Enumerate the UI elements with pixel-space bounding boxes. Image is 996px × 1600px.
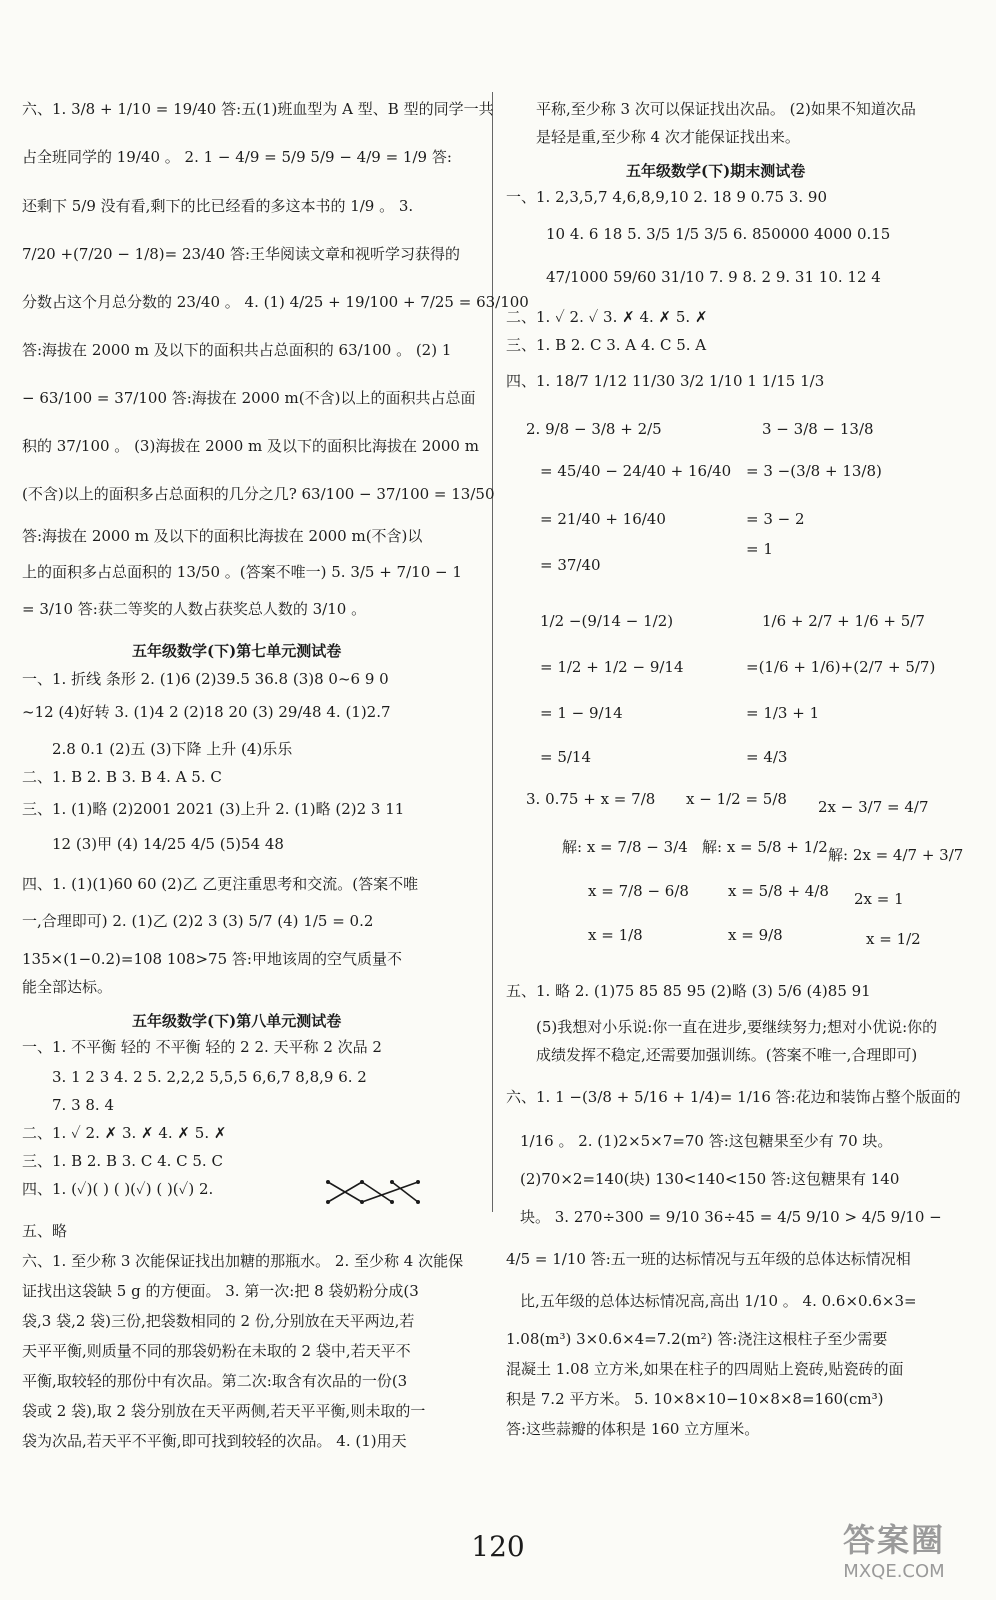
- text-line: 分数占这个月总分数的 23/40 。 4. (1) 4/25 + 19/100 + 7/25 = 63/100: [22, 293, 529, 311]
- calc-step: = 1/2 + 1/2 − 9/14: [540, 658, 684, 676]
- calc-step: = 1: [746, 540, 773, 558]
- watermark-site: MXQE.COM: [843, 1561, 945, 1582]
- text-line: 1/16 。 2. (1)2×5×7=70 答:这包糖果至少有 70 块。: [520, 1132, 893, 1150]
- text-line: 袋,3 袋,2 袋)三份,把袋数相同的 2 份,分别放在天平两边,若: [22, 1312, 415, 1330]
- text-line: 三、1. B 2. B 3. C 4. C 5. C: [22, 1152, 223, 1170]
- calc-step: = 37/40: [540, 556, 601, 574]
- text-line: 4/5 = 1/10 答:五一班的达标情况与五年级的总体达标情况相: [506, 1250, 911, 1268]
- calc-step: = 4/3: [746, 748, 788, 766]
- calc-step: =(1/6 + 1/6)+(2/7 + 5/7): [746, 658, 936, 676]
- calc-step: = 21/40 + 16/40: [540, 510, 666, 528]
- text-line: 三、1. (1)略 (2)2001 2021 (3)上升 2. (1)略 (2)2 3 11: [22, 800, 405, 818]
- text-line: 三、1. B 2. C 3. A 4. C 5. A: [506, 336, 707, 354]
- text-line: 一、1. 折线 条形 2. (1)6 (2)39.5 36.8 (3)8 0~6 9 0: [22, 670, 389, 688]
- equation-step: 2x − 3/7 = 4/7: [818, 798, 929, 816]
- text-line: 答:海拔在 2000 m 及以下的面积共占总面积的 63/100 。 (2) 1: [22, 341, 452, 359]
- text-line: 一、1. 不平衡 轻的 不平衡 轻的 2 2. 天平称 2 次品 2: [22, 1038, 382, 1056]
- text-line: (5)我想对小乐说:你一直在进步,要继续努力;想对小优说:你的: [536, 1018, 938, 1036]
- calc-step: = 5/14: [540, 748, 592, 766]
- text-line: 六、1. 1 −(3/8 + 5/16 + 1/4)= 1/16 答:花边和装饰占整个版面的: [506, 1088, 961, 1106]
- text-line: 能全部达标。: [22, 978, 113, 996]
- text-line: 成绩发挥不稳定,还需要加强训练。(答案不唯一,合理即可): [536, 1046, 918, 1064]
- text-line: 是轻是重,至少称 4 次才能保证找出来。: [536, 128, 800, 146]
- text-line: 四、1. (1)(1)60 60 (2)乙 乙更注重思考和交流。(答案不唯: [22, 875, 419, 893]
- unit7-heading: 五年级数学(下)第七单元测试卷: [132, 642, 342, 660]
- text-line: − 63/100 = 37/100 答:海拔在 2000 m(不含)以上的面积共占总面: [22, 389, 476, 407]
- text-line: 袋为次品,若天平不平衡,即可找到较轻的次品。 4. (1)用天: [22, 1432, 407, 1450]
- text-line: 二、1. B 2. B 3. B 4. A 5. C: [22, 768, 222, 786]
- text-line: 3. 1 2 3 4. 2 5. 2,2,2 5,5,5 6,6,7 8,8,9 6. 2: [52, 1068, 367, 1086]
- text-line: 还剩下 5/9 没有看,剩下的比已经看的多这本书的 1/9 。 3.: [22, 197, 414, 215]
- text-line: 47/1000 59/60 31/10 7. 9 8. 2 9. 31 10. 12 4: [546, 268, 881, 286]
- matching-lines-diagram: [322, 1178, 422, 1206]
- text-line: 混凝土 1.08 立方米,如果在柱子的四周贴上瓷砖,贴瓷砖的面: [506, 1360, 904, 1378]
- calc-step: 1/6 + 2/7 + 1/6 + 5/7: [762, 612, 925, 630]
- unit8-heading: 五年级数学(下)第八单元测试卷: [132, 1012, 342, 1030]
- equation-step: 解: 2x = 4/7 + 3/7: [828, 846, 964, 864]
- page-number: 120: [471, 1530, 525, 1563]
- text-line: 袋或 2 袋),取 2 袋分别放在天平两侧,若天平平衡,则未取的一: [22, 1402, 426, 1420]
- text-line: 六、1. 3/8 + 1/10 = 19/40 答:五(1)班血型为 A 型、B 型的同学一共: [22, 100, 494, 118]
- calc-step: = 1 − 9/14: [540, 704, 623, 722]
- equation-step: x = 5/8 + 4/8: [728, 882, 829, 900]
- text-line: 10 4. 6 18 5. 3/5 1/5 3/5 6. 850000 4000 0.15: [546, 225, 891, 243]
- text-line: 四、1. (✓)( ) ( )(✓) ( )(✓) 2.: [22, 1180, 214, 1198]
- text-line: 五、略: [22, 1222, 68, 1240]
- text-line: (2)70×2=140(块) 130<140<150 答:这包糖果有 140: [520, 1170, 900, 1188]
- text-line: 12 (3)甲 (4) 14/25 4/5 (5)54 48: [52, 835, 284, 853]
- text-line: 四、1. 18/7 1/12 11/30 3/2 1/10 1 1/15 1/3: [506, 372, 825, 390]
- equation-step: x = 1/2: [866, 930, 921, 948]
- text-line: 块。 3. 270÷300 = 9/10 36÷45 = 4/5 9/10 > 4/5 9/10 −: [520, 1208, 942, 1226]
- watermark-logo: 答案圈: [842, 1521, 945, 1559]
- text-line: 天平平衡,则质量不同的那袋奶粉在未取的 2 袋中,若天平不: [22, 1342, 411, 1360]
- equation-step: x = 7/8 − 6/8: [588, 882, 689, 900]
- text-line: 证找出这袋缺 5 g 的方便面。 3. 第一次:把 8 袋奶粉分成(3: [22, 1282, 419, 1300]
- text-line: 积是 7.2 平方米。 5. 10×8×10−10×8×8=160(cm³): [506, 1390, 884, 1408]
- text-line: = 3/10 答:获二等奖的人数占获奖总人数的 3/10 。: [22, 600, 367, 618]
- calc-step: = 3 −(3/8 + 13/8): [746, 462, 882, 480]
- text-line: 一、1. 2,3,5,7 4,6,8,9,10 2. 18 9 0.75 3. 90: [506, 188, 828, 206]
- calc-step: = 3 − 2: [746, 510, 805, 528]
- calc-step: = 1/3 + 1: [746, 704, 820, 722]
- calc-step: 2. 9/8 − 3/8 + 2/5: [526, 420, 662, 438]
- watermark: [814, 1515, 974, 1582]
- equation-step: x = 1/8: [588, 926, 643, 944]
- equation-step: 解: x = 7/8 − 3/4: [562, 838, 688, 856]
- text-line: 7. 3 8. 4: [52, 1096, 115, 1114]
- equation-step: x = 9/8: [728, 926, 783, 944]
- equation-step: 2x = 1: [854, 890, 904, 908]
- column-divider: [492, 92, 493, 1212]
- equation-step: 解: x = 5/8 + 1/2: [702, 838, 828, 856]
- text-line: 答:海拔在 2000 m 及以下的面积比海拔在 2000 m(不含)以: [22, 527, 423, 545]
- final-exam-heading: 五年级数学(下)期末测试卷: [626, 162, 806, 180]
- text-line: 二、1. ✓ 2. ✗ 3. ✗ 4. ✗ 5. ✗: [22, 1124, 227, 1142]
- text-line: 占全班同学的 19/40 。 2. 1 − 4/9 = 5/9 5/9 − 4/9 = 1/9 答:: [22, 148, 452, 166]
- text-line: 比,五年级的总体达标情况高,高出 1/10 。 4. 0.6×0.6×3=: [520, 1292, 917, 1310]
- text-line: 135×(1−0.2)=108 108>75 答:甲地该周的空气质量不: [22, 950, 402, 968]
- text-line: 平衡,取较轻的那份中有次品。第二次:取含有次品的一份(3: [22, 1372, 408, 1390]
- equation-step: x − 1/2 = 5/8: [686, 790, 787, 808]
- text-line: 积的 37/100 。 (3)海拔在 2000 m 及以下的面积比海拔在 2000 m: [22, 437, 479, 455]
- text-line: 二、1. ✓ 2. ✓ 3. ✗ 4. ✗ 5. ✗: [506, 308, 708, 326]
- calc-step: 1/2 −(9/14 − 1/2): [540, 612, 674, 630]
- text-line: ~12 (4)好转 3. (1)4 2 (2)18 20 (3) 29/48 4. (1)2.7: [22, 703, 391, 721]
- text-line: 上的面积多占总面积的 13/50 。(答案不唯一) 5. 3/5 + 7/10 − 1: [22, 563, 462, 581]
- text-line: 六、1. 至少称 3 次能保证找出加糖的那瓶水。 2. 至少称 4 次能保: [22, 1252, 464, 1270]
- text-line: (不含)以上的面积多占总面积的几分之几? 63/100 − 37/100 = 13/50: [22, 485, 495, 503]
- calc-step: = 45/40 − 24/40 + 16/40: [540, 462, 732, 480]
- text-line: 2.8 0.1 (2)五 (3)下降 上升 (4)乐乐: [52, 740, 293, 758]
- calc-step: 3 − 3/8 − 13/8: [762, 420, 874, 438]
- equation-step: 3. 0.75 + x = 7/8: [526, 790, 656, 808]
- text-line: 平称,至少称 3 次可以保证找出次品。 (2)如果不知道次品: [536, 100, 916, 118]
- text-line: 7/20 +(7/20 − 1/8)= 23/40 答:王华阅读文章和视听学习获得的: [22, 245, 461, 263]
- text-line: 五、1. 略 2. (1)75 85 85 95 (2)略 (3) 5/6 (4)85 91: [506, 982, 871, 1000]
- text-line: 一,合理即可) 2. (1)乙 (2)2 3 (3) 5/7 (4) 1/5 = 0.2: [22, 912, 374, 930]
- text-line: 答:这些蒜瓣的体积是 160 立方厘米。: [506, 1420, 760, 1438]
- text-line: 1.08(m³) 3×0.6×4=7.2(m²) 答:浇注这根柱子至少需要: [506, 1330, 888, 1348]
